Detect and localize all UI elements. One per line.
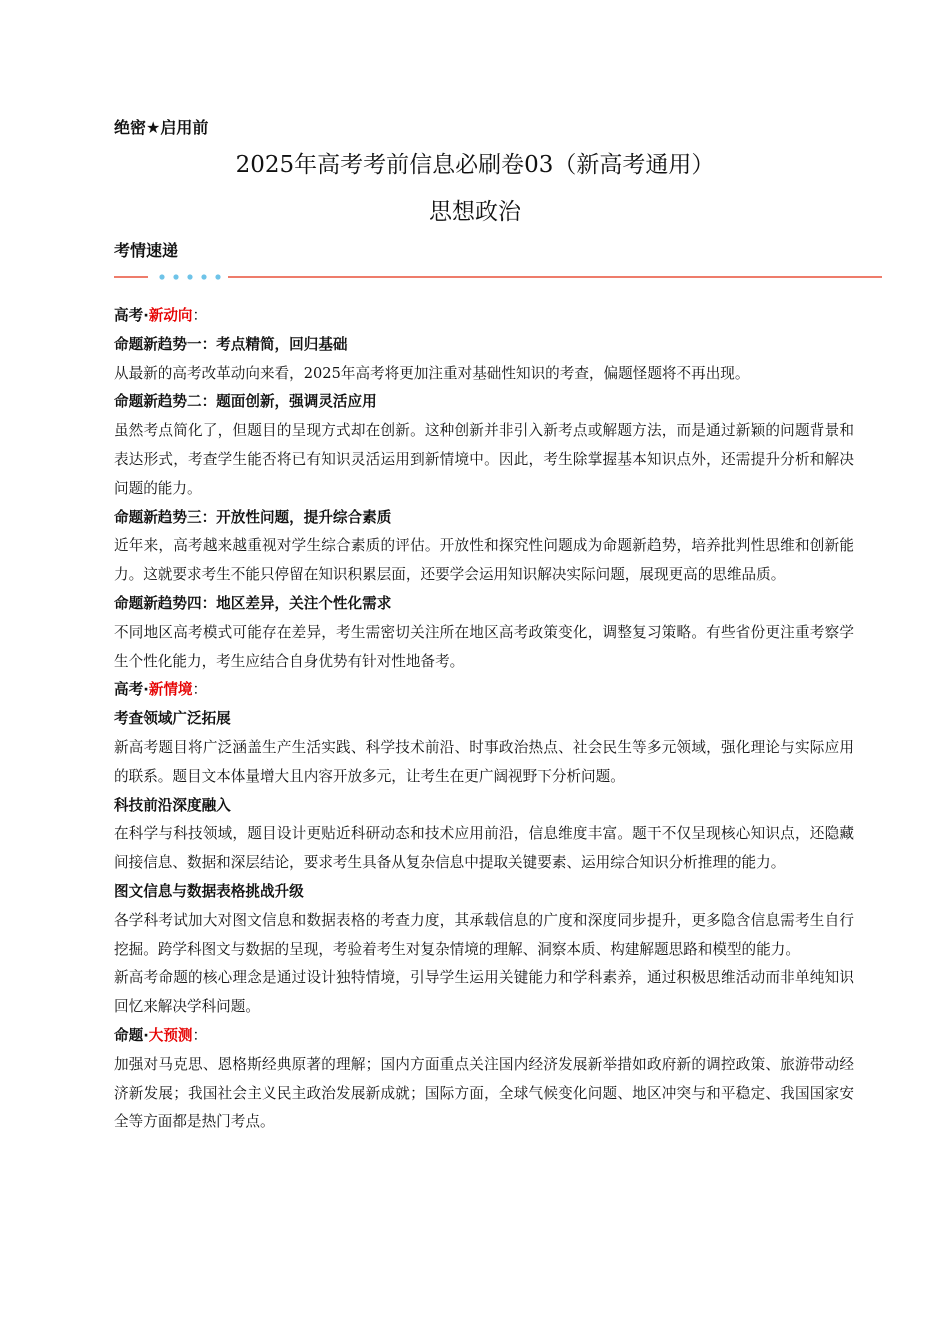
trend-4-text: 不同地区高考模式可能存在差异，考生需密切关注所在地区高考政策变化，调整复习策略。有些省份更注重考察学生个性化能力，考生应结合自身优势有针对性地备考。 [114, 623, 854, 670]
trend-3-title: 命题新趋势三：开放性问题，提升综合素质 [114, 508, 392, 526]
new-direction-heading [114, 302, 854, 331]
context-3-text: 各学科考试加大对图文信息和数据表格的考查力度，其承载信息的广度和深度同步提升，更多隐含信息需考生自行挖掘。跨学科图文与数据的呈现，考验着考生对复杂情境的理解、洞察本质、构建解题思路和模型的能力。 [114, 911, 854, 958]
divider-dot [187, 274, 192, 279]
page-title: 2025年高考考前信息必刷卷03（新高考通用） [235, 152, 715, 178]
trend-2-title: 命题新趋势二：题面创新，强调灵活应用 [114, 393, 377, 411]
trend-3-text: 近年来，高考越来越重视对学生综合素质的评估。开放性和探究性问题成为命题新趋势，培养批判性思维和创新能力。这就要求考生不能只停留在知识积累层面，还要学会运用知识解决实际问题，展现更高的思维品质。 [114, 537, 854, 584]
trend-1-title: 命题新趋势一：考点精简，回归基础 [114, 335, 348, 353]
heading-highlight: 大预测 [148, 1026, 193, 1044]
context-2-title: 科技前沿深度融入 [114, 796, 231, 814]
context-1-text: 新高考题目将广泛涵盖生产生活实践、科学技术前沿、时事政治热点、社会民生等多元领域，强化理论与实际应用的联系。题目文本体量增大且内容开放多元，让考生在更广阔视野下分析问题。 [114, 738, 854, 785]
confidential-label: 绝密★启用前 [114, 118, 209, 137]
heading-prefix: 高考· [114, 681, 149, 699]
heading-colon: ： [192, 1026, 208, 1044]
context-2-text: 在科学与科技领域，题目设计更贴近科研动态和技术应用前沿，信息维度丰富。题干不仅呈现核心知识点，还隐藏间接信息、数据和深层结论，要求考生具备从复杂信息中提取关键要素、运用综合知识分析推理的能力。 [114, 825, 854, 872]
forecast-heading [114, 1022, 854, 1051]
heading-highlight: 新情境 [148, 681, 193, 699]
heading-colon: ： [192, 307, 208, 324]
heading-prefix: 高考· [114, 307, 149, 324]
heading-highlight: 新动向 [148, 307, 193, 324]
divider-dot [201, 274, 206, 279]
heading-colon: ： [192, 681, 208, 699]
content-body [114, 302, 854, 1137]
trend-2-text: 虽然考点简化了，但题目的呈现方式却在创新。这种创新并非引入新考点或解题方法，而是通过新颖的问题背景和表达形式，考查学生能否将已有知识灵活运用到新情境中。因此，考生除掌握基本知识点外，还需提升分析和解决问题的能力。 [114, 422, 854, 497]
section-heading: 考情速递 [114, 241, 179, 260]
subject-title: 思想政治 [429, 199, 521, 225]
section-divider [114, 271, 882, 283]
context-3-title: 图文信息与数据表格挑战升级 [114, 882, 304, 900]
divider-dot [173, 274, 178, 279]
new-context-heading [114, 676, 854, 705]
context-closing-text: 新高考命题的核心理念是通过设计独特情境，引导学生运用关键能力和学科素养，通过积极思维活动而非单纯知识回忆来解决学科问题。 [114, 969, 854, 1016]
divider-dot [159, 274, 164, 279]
heading-prefix: 命题· [114, 1026, 149, 1044]
context-1-title: 考查领域广泛拓展 [114, 710, 231, 728]
trend-1-text: 从最新的高考改革动向来看，2025年高考将更加注重对基础性知识的考查，偏题怪题将不再出现。 [114, 364, 750, 382]
divider-dot [215, 274, 220, 279]
forecast-text: 加强对马克思、恩格斯经典原著的理解；国内方面重点关注国内经济发展新举措如政府新的调控政策、旅游带动经济新发展；我国社会主义民主政治发展新成就；国际方面，全球气候变化问题、地区冲突与和平稳定、我国国家安全等方面都是热门考点。 [114, 1055, 854, 1131]
trend-4-title: 命题新趋势四：地区差异，关注个性化需求 [114, 594, 392, 612]
